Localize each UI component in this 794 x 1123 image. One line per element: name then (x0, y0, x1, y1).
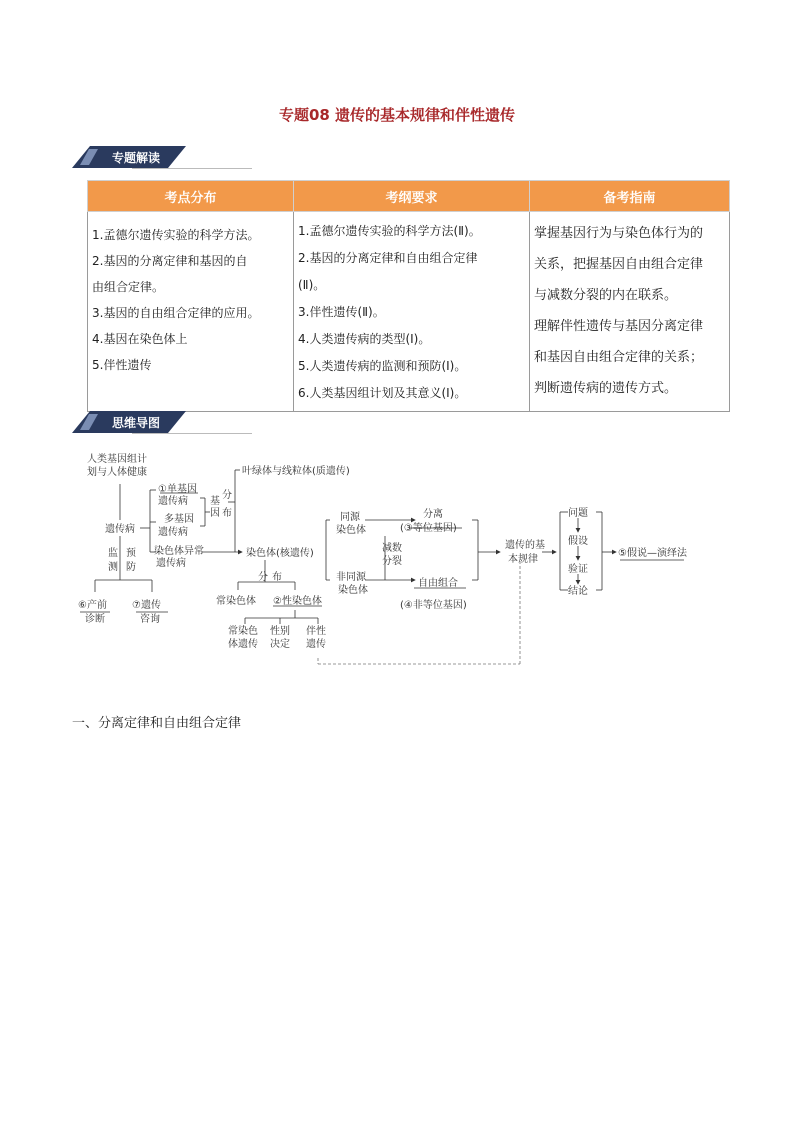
mm-node: 遗传病 (158, 496, 188, 507)
mm-node: 遗传病 (105, 524, 135, 535)
table-cell-guide (530, 212, 730, 412)
mm-node: 基 (210, 496, 220, 507)
list-item: 3.基因的自由组合定律的应用。 (92, 306, 260, 320)
mm-node: 监 (108, 548, 118, 559)
mm-node: 非同源 (336, 572, 366, 583)
list-item: 与减数分裂的内在联系。 (534, 288, 678, 303)
list-item: 5.人类遗传病的监测和预防(Ⅰ)。 (298, 359, 467, 373)
mm-node: 假设 (568, 536, 588, 547)
table-header: 考点分布 (88, 181, 294, 212)
mm-node: 染色体 (336, 525, 366, 536)
list-item: 5.伴性遗传 (92, 358, 152, 372)
mm-node: 自由组合 (418, 578, 458, 589)
document-title: 专题08 遗传的基本规律和伴性遗传 (278, 106, 516, 124)
mm-node: 结论 (568, 586, 588, 597)
mm-node: 遗传病 (158, 527, 188, 538)
mm-node: 减数 (382, 543, 402, 554)
mm-node: 分 (258, 572, 268, 583)
list-item: 6.人类基因组计划及其意义(Ⅰ)。 (298, 386, 467, 400)
mm-node: 叶绿体与线粒体(质遗传) (242, 466, 350, 477)
table-cell-requirements (294, 212, 530, 412)
mm-node: 多基因 (164, 514, 194, 525)
section-tag-interpretation (72, 146, 190, 168)
mm-node: ⑤假说—演绎法 (618, 548, 687, 559)
mm-node: 本规律 (508, 554, 538, 565)
mm-node: 咨询 (140, 614, 160, 625)
mind-map-diagram (60, 440, 720, 680)
section-label: 思维导图 (111, 416, 160, 430)
table-cell-topics (88, 212, 294, 412)
mm-node: 决定 (270, 639, 290, 650)
mm-node: 染色体异常 (154, 546, 204, 557)
mm-node: 因 (210, 508, 220, 519)
mm-node: 验证 (568, 564, 588, 575)
list-item: 理解伴性遗传与基因分离定律 (534, 319, 704, 334)
mm-node: 测 (108, 562, 118, 573)
exam-guide-table (87, 180, 730, 412)
table-header: 备考指南 (530, 181, 730, 212)
mm-node: 布 (222, 508, 232, 519)
list-item: 1.孟德尔遗传实验的科学方法。 (92, 228, 260, 242)
list-item: 由组合定律。 (92, 280, 165, 294)
mm-node: 诊断 (85, 614, 105, 625)
list-item: 4.基因在染色体上 (92, 332, 188, 346)
mm-node: 遗传的基 (505, 540, 545, 551)
list-item: 2.基因的分离定律和基因的自 (92, 254, 248, 268)
list-item: 2.基因的分离定律和自由组合定律 (298, 251, 478, 265)
mm-node: ②性染色体 (273, 596, 322, 607)
mm-node: 分 (222, 490, 232, 501)
list-item: (Ⅱ)。 (298, 278, 326, 292)
mm-node: 常染色 (228, 626, 258, 637)
mm-node: 分离 (423, 509, 443, 520)
mm-node: (④非等位基因) (400, 600, 467, 611)
mm-node: 伴性 (306, 626, 326, 637)
mm-node: ⑥产前 (78, 600, 107, 611)
mm-node: 布 (272, 572, 282, 583)
list-item: 3.伴性遗传(Ⅱ)。 (298, 305, 385, 319)
list-item: 掌握基因行为与染色体行为的 (534, 226, 704, 241)
mm-node: 染色体 (338, 585, 368, 596)
mm-node: 体遗传 (228, 639, 258, 650)
mm-node: 同源 (340, 512, 360, 523)
list-item: 关系，把握基因自由组合定律 (534, 257, 704, 272)
section-tag-mindmap (72, 411, 190, 433)
list-item: 1.孟德尔遗传实验的科学方法(Ⅱ)。 (298, 224, 481, 238)
mm-node: 性别 (270, 626, 290, 637)
mm-node: (③等位基因) (400, 523, 457, 534)
mm-node: 人类基因组计 (87, 454, 147, 465)
mm-node: 遗传病 (156, 558, 186, 569)
mm-node: 遗传 (306, 639, 326, 650)
list-item: 4.人类遗传病的类型(Ⅰ)。 (298, 332, 431, 346)
mm-node: ⑦遗传 (132, 600, 161, 611)
mm-node: 常染色体 (216, 596, 256, 607)
mm-node: 划与人体健康 (87, 467, 147, 478)
section-heading: 一、分离定律和自由组合定律 (72, 716, 242, 731)
mm-node: 分裂 (382, 556, 402, 567)
mm-node: 防 (126, 562, 136, 573)
mm-node: 染色体(核遗传) (246, 548, 314, 559)
mm-node: ①单基因 (158, 484, 197, 495)
list-item: 和基因自由组合定律的关系； (534, 350, 704, 365)
table-header: 考纲要求 (294, 181, 530, 212)
mm-node: 预 (126, 548, 136, 559)
mm-node: 问题 (568, 508, 588, 519)
list-item: 判断遗传病的遗传方式。 (534, 381, 678, 396)
section-label: 专题解读 (111, 151, 160, 165)
